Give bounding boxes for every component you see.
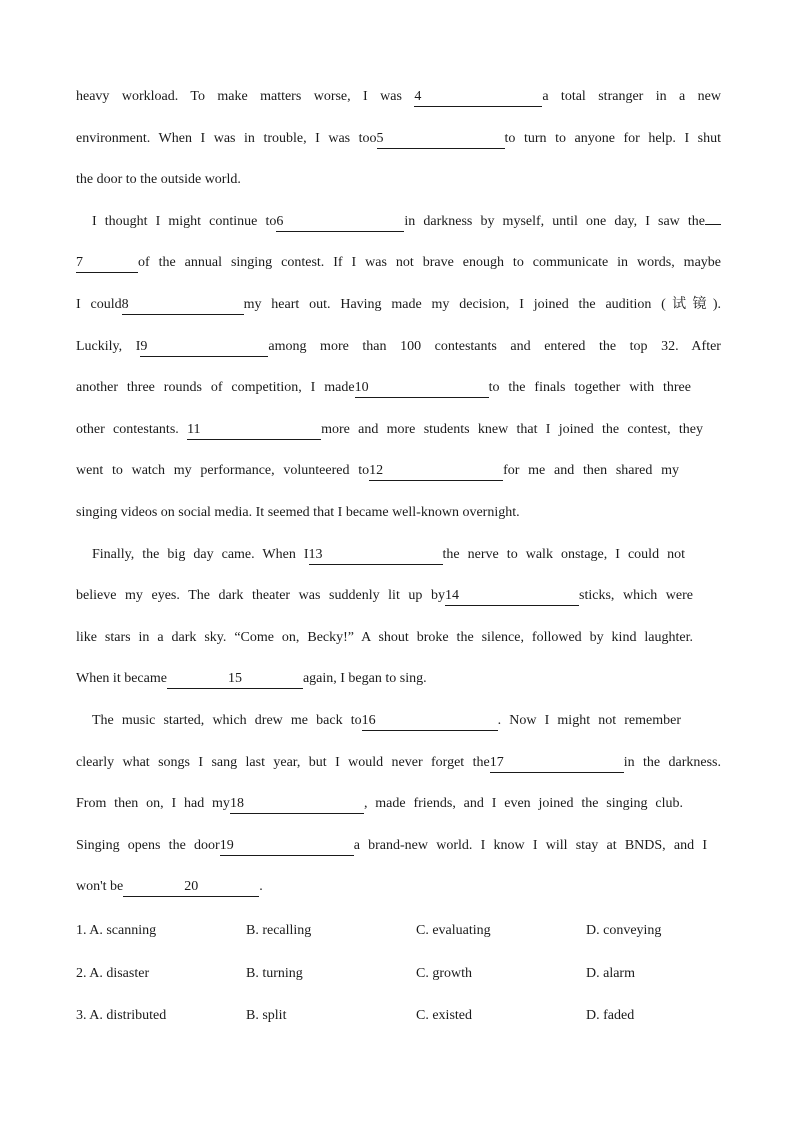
passage-text: the nerve to walk onstage, I could not <box>442 546 686 562</box>
question-1 <box>76 910 721 953</box>
option-3d[interactable]: D. faded <box>586 1008 635 1023</box>
passage-line <box>76 201 721 243</box>
passage-text: I could <box>76 296 122 312</box>
passage-text: my heart out. Having made my decision, I joined the audition (试镜). <box>243 296 721 312</box>
passage-text: . Now I might not remember <box>497 712 682 728</box>
question-2 <box>76 953 721 996</box>
passage-line <box>76 742 721 784</box>
option-2b[interactable]: B. turning <box>246 965 303 981</box>
passage-text: heavy workload. To make matters worse, I was <box>76 89 415 104</box>
blank-14[interactable]: 14 <box>445 587 579 606</box>
passage-line <box>76 326 721 368</box>
passage-text: a total stranger in a new <box>542 89 721 104</box>
passage-text: The music started, which drew me back to <box>92 712 362 728</box>
option-3a[interactable]: 3. A. distributed <box>76 1008 167 1023</box>
passage-text: to the finals together with three <box>488 380 691 396</box>
passage-text: in darkness by myself, until one day, I saw the <box>404 213 705 229</box>
passage-line <box>76 76 721 118</box>
passage-text: When it became <box>76 671 167 687</box>
passage-text: From then on, I had my <box>76 796 230 812</box>
blank-12[interactable]: 12 <box>369 462 503 481</box>
blank-20[interactable]: 20 <box>123 878 259 897</box>
passage-text: I thought I might continue to <box>92 213 277 229</box>
option-2c[interactable]: C. growth <box>416 965 472 981</box>
passage-line <box>76 658 721 700</box>
option-3b[interactable]: B. split <box>246 1008 287 1023</box>
passage-line <box>76 118 721 160</box>
passage-text: the door to the outside world. <box>76 172 241 188</box>
passage-text: among more than 100 contestants and entered the top 32. After <box>268 338 721 354</box>
blank-4[interactable]: 4 <box>414 88 542 107</box>
blank-10[interactable]: 10 <box>355 379 489 398</box>
passage-line <box>76 450 721 492</box>
passage-line <box>76 159 721 201</box>
passage-line <box>76 617 721 659</box>
blank-17[interactable]: 17 <box>490 754 624 773</box>
passage-text: singing videos on social media. It seemed that I became well-known overnight. <box>76 504 520 520</box>
answer-options <box>76 910 721 1038</box>
passage-line <box>76 575 721 617</box>
blank-15[interactable]: 15 <box>167 670 303 689</box>
passage-line <box>76 534 721 576</box>
blank-5[interactable]: 5 <box>377 130 505 149</box>
passage-line <box>76 284 721 326</box>
passage-text: won't be <box>76 879 124 895</box>
passage-text: other contestants. <box>76 421 188 437</box>
passage-text: clearly what songs I sang last year, but I would never forget the <box>76 754 490 770</box>
passage-text: . <box>259 879 263 895</box>
passage-line <box>76 409 721 451</box>
blank-6[interactable]: 6 <box>276 213 404 232</box>
passage-text: of the annual singing contest. If I was not brave enough to communicate in words, maybe <box>138 255 721 271</box>
passage-line <box>76 866 721 908</box>
option-1b[interactable]: B. recalling <box>246 923 312 938</box>
passage-line <box>76 367 721 409</box>
blank-8[interactable]: 8 <box>122 296 244 315</box>
passage-line <box>76 783 721 825</box>
passage-line <box>76 700 721 742</box>
passage-line <box>76 825 721 867</box>
blank-18[interactable]: 18 <box>230 795 364 814</box>
option-1a[interactable]: 1. A. scanning <box>76 923 157 938</box>
passage-text: believe my eyes. The dark theater was suddenly lit up by <box>76 588 446 604</box>
passage-text: , made friends, and I even joined the singing club. <box>363 796 683 812</box>
passage-text: another three rounds of competition, I made <box>76 380 355 396</box>
passage-line <box>76 242 721 284</box>
passage-text: sticks, which were <box>579 588 693 604</box>
passage-text: Finally, the big day came. When I <box>92 546 309 562</box>
passage-text: Singing opens the door <box>76 837 220 853</box>
blank-7-start[interactable] <box>705 206 721 225</box>
blank-9[interactable]: 9 <box>140 338 268 357</box>
passage-text: more and more students knew that I joined the contest, they <box>321 421 703 437</box>
option-2d[interactable]: D. alarm <box>586 965 635 981</box>
passage-text: again, I began to sing. <box>302 671 427 687</box>
passage-text: to turn to anyone for help. I shut <box>504 130 721 146</box>
blank-19[interactable]: 19 <box>220 837 354 856</box>
option-1c[interactable]: C. evaluating <box>416 923 491 938</box>
passage-text: in the darkness. <box>623 754 721 770</box>
passage-text: a brand-new world. I know I will stay at BNDS, and I <box>353 837 708 853</box>
option-1d[interactable]: D. conveying <box>586 923 662 938</box>
question-3 <box>76 995 721 1038</box>
blank-7[interactable]: 7 <box>76 254 138 273</box>
passage-text: Luckily, I <box>76 338 141 354</box>
passage-line <box>76 492 721 534</box>
blank-13[interactable]: 13 <box>309 546 443 565</box>
passage-text: went to watch my performance, volunteered to <box>76 463 370 479</box>
cloze-passage <box>76 76 721 908</box>
blank-11[interactable]: 11 <box>187 421 321 440</box>
blank-16[interactable]: 16 <box>362 712 498 731</box>
passage-text: like stars in a dark sky. “Come on, Becky!” A shout broke the silence, followed by kind laughter. <box>76 629 693 645</box>
option-3c[interactable]: C. existed <box>416 1008 472 1023</box>
option-2a[interactable]: 2. A. disaster <box>76 965 150 981</box>
passage-text: environment. When I was in trouble, I was too <box>76 130 377 146</box>
passage-text: for me and then shared my <box>503 463 679 479</box>
